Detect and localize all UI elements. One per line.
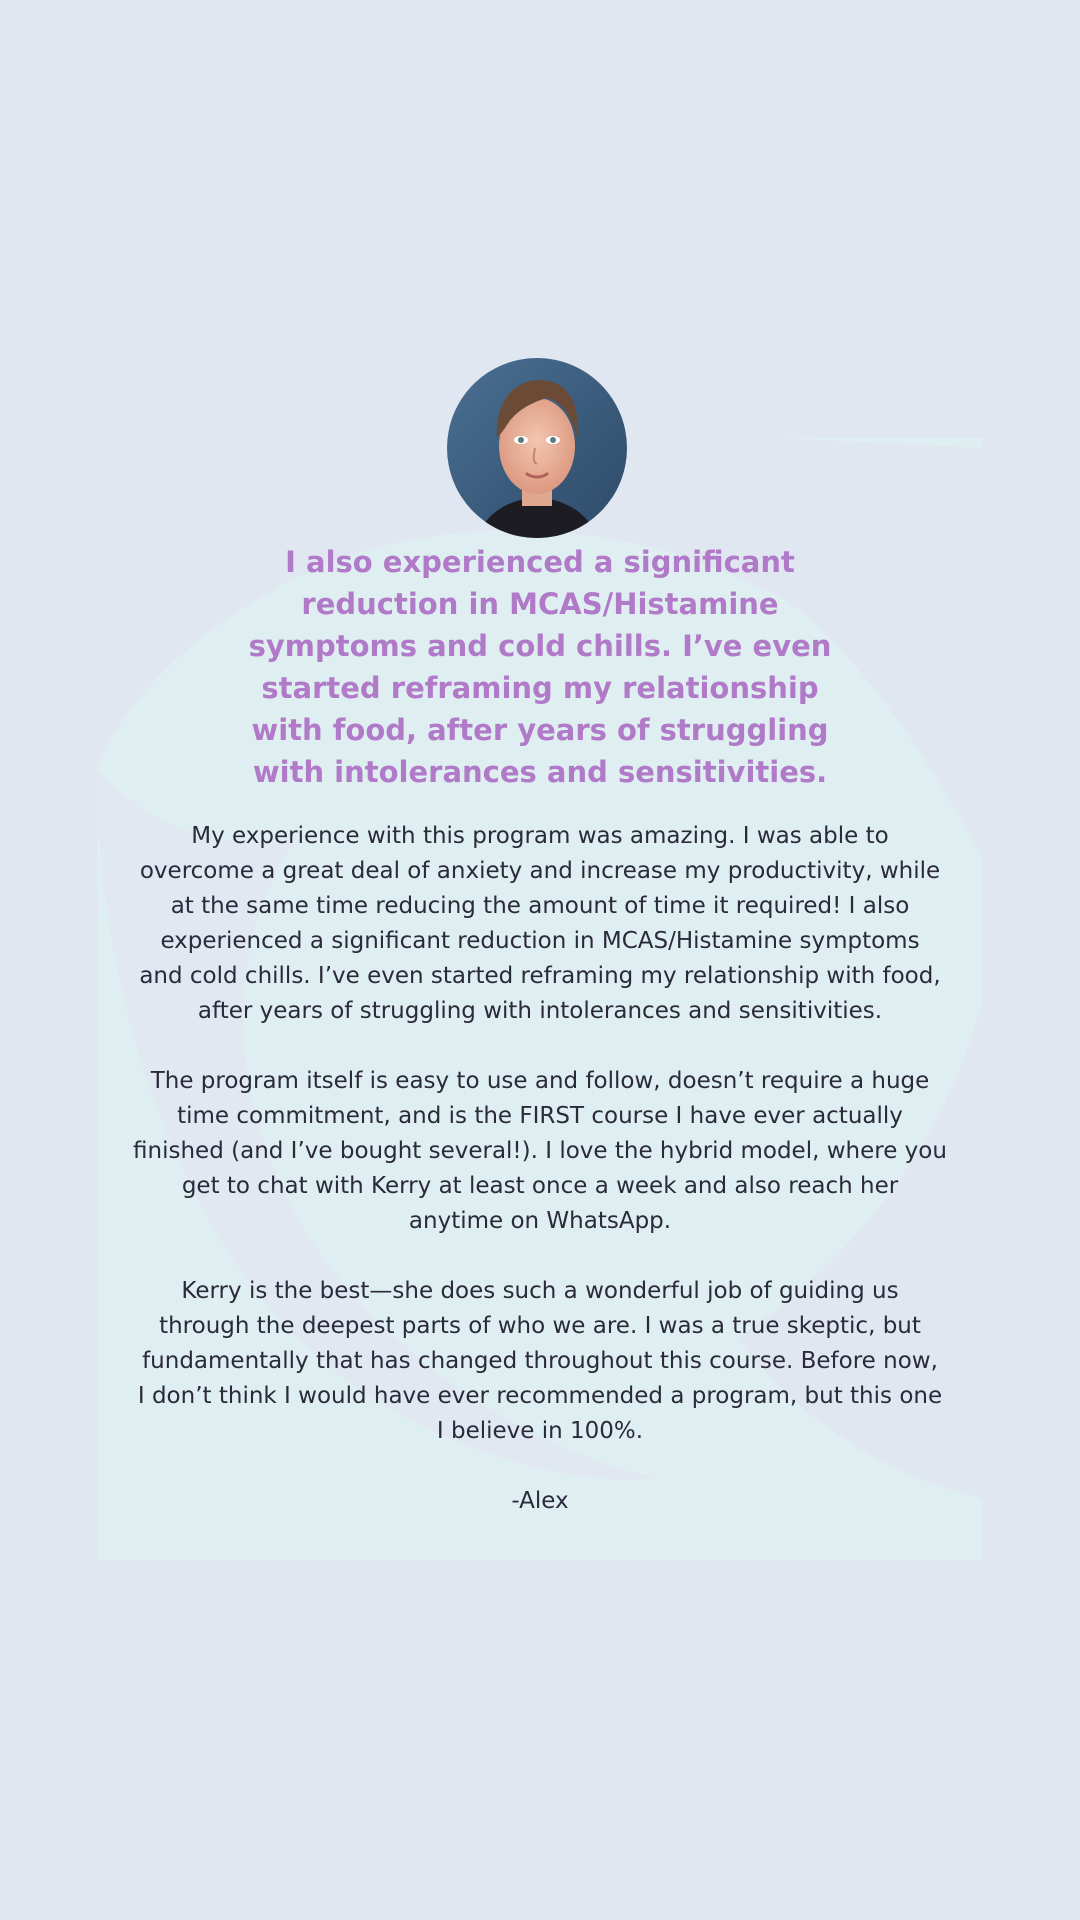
testimonial-signature: -Alex: [511, 1488, 569, 1514]
testimonial-paragraph: My experience with this program was amazing. I was able to overcome a great deal of anxiety and increase my productivity, while at the same time reducing the amount of time it required! I also experienced a significant reduction in MCAS/Histamine symptoms and cold chills. I’ve even started reframing my relationship with food, after years of struggling with intolerances and sensitivities.: [139, 823, 941, 1024]
testimonial-paragraph: Kerry is the best—she does such a wonderful job of guiding us through the deepest parts of who we are. I was a true skeptic, but fundamentally that has changed throughout this course. Before now, I don’t think I would have ever recommended a program, but this one I believe in 100%.: [137, 1278, 943, 1444]
woman-portrait-photo: [447, 358, 627, 538]
avatar: [447, 358, 627, 538]
testimonial-headline: I also experienced a significant reduction in MCAS/Histamine symptoms and cold chills. I’ve even started reframing my relationship with food, after years of struggling with intolerances and sensitivities.: [248, 545, 832, 789]
testimonial-body: [118, 819, 962, 1519]
testimonial-paragraph: The program itself is easy to use and follow, doesn’t require a huge time commitment, and is the FIRST course I have ever actually finished (and I’ve bought several!). I love the hybrid model, where you get to chat with Kerry at least once a week and also reach her anytime on WhatsApp.: [133, 1068, 947, 1234]
